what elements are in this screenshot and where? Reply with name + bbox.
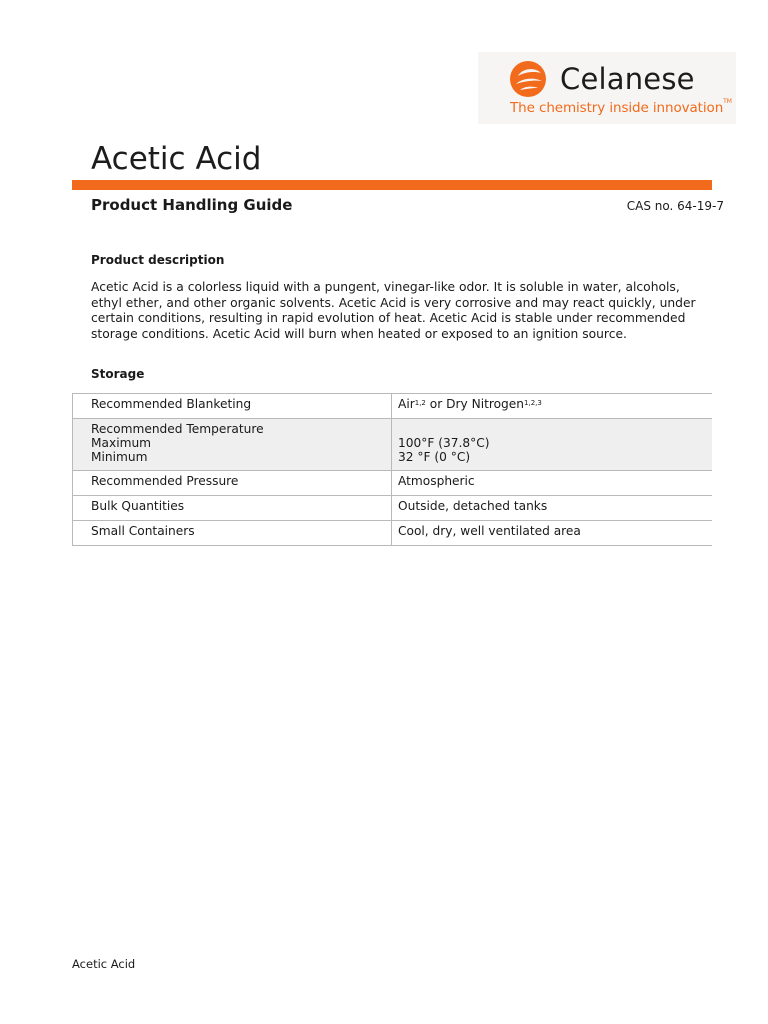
table-row bbox=[73, 394, 713, 419]
table-cell-label: Bulk Quantities bbox=[73, 496, 392, 521]
table-cell-label: Recommended Blanketing bbox=[73, 394, 392, 419]
minimum-value: 32 °F (0 °C) bbox=[398, 450, 471, 464]
maximum-value: 100°F (37.8°C) bbox=[398, 436, 490, 450]
table-cell-value: Air$^{1,2}$ or Dry Nitrogen$^{1,2,3}$ bbox=[392, 394, 713, 419]
table-cell-value: Outside, detached tanks bbox=[392, 496, 713, 521]
table-row bbox=[73, 419, 713, 471]
document-subtitle: Product Handling Guide bbox=[91, 196, 293, 214]
cas-number: CAS no. 64-19-7 bbox=[626, 199, 724, 213]
table-cell-label: Small Containers bbox=[73, 521, 392, 546]
footnote-ref: 1,2,3 bbox=[524, 399, 542, 407]
product-description-heading: Product description bbox=[91, 253, 225, 267]
storage-table bbox=[72, 393, 712, 546]
logo-name: Celanese bbox=[560, 62, 695, 96]
page-footer: Acetic Acid bbox=[72, 957, 136, 971]
table-cell-value: Atmospheric bbox=[392, 471, 713, 496]
temperature-label: Recommended Temperature bbox=[91, 422, 264, 436]
celanese-swirl-icon bbox=[508, 59, 548, 99]
title-divider bbox=[72, 180, 712, 190]
table-cell-value: Cool, dry, well ventilated area bbox=[392, 521, 713, 546]
table-cell-label bbox=[73, 419, 392, 471]
product-description-text: Acetic Acid is a colorless liquid with a pungent, vinegar-like odor. It is soluble in water, alcohols, ethyl ether, and other organic solvents. Acetic Acid is very corrosive and may react quickly, under certain conditions, resulting in rapid evolution of heat. Acetic Acid is stable under recommended storage conditions. Acetic Acid will burn when heated or exposed to an ignition source. bbox=[91, 280, 696, 341]
document-title: Acetic Acid bbox=[91, 141, 262, 177]
storage-heading: Storage bbox=[91, 367, 145, 381]
table-row bbox=[73, 471, 713, 496]
table-row bbox=[73, 521, 713, 546]
maximum-label: Maximum bbox=[91, 436, 152, 450]
celanese-logo bbox=[478, 52, 736, 124]
table-cell-value bbox=[392, 419, 713, 471]
logo-trademark: TM bbox=[723, 98, 732, 105]
logo-tagline: The chemistry inside innovation™ bbox=[510, 98, 732, 116]
footnote-ref: 1,2 bbox=[414, 399, 426, 407]
minimum-label: Minimum bbox=[91, 450, 148, 464]
table-cell-label: Recommended Pressure bbox=[73, 471, 392, 496]
table-row bbox=[73, 496, 713, 521]
